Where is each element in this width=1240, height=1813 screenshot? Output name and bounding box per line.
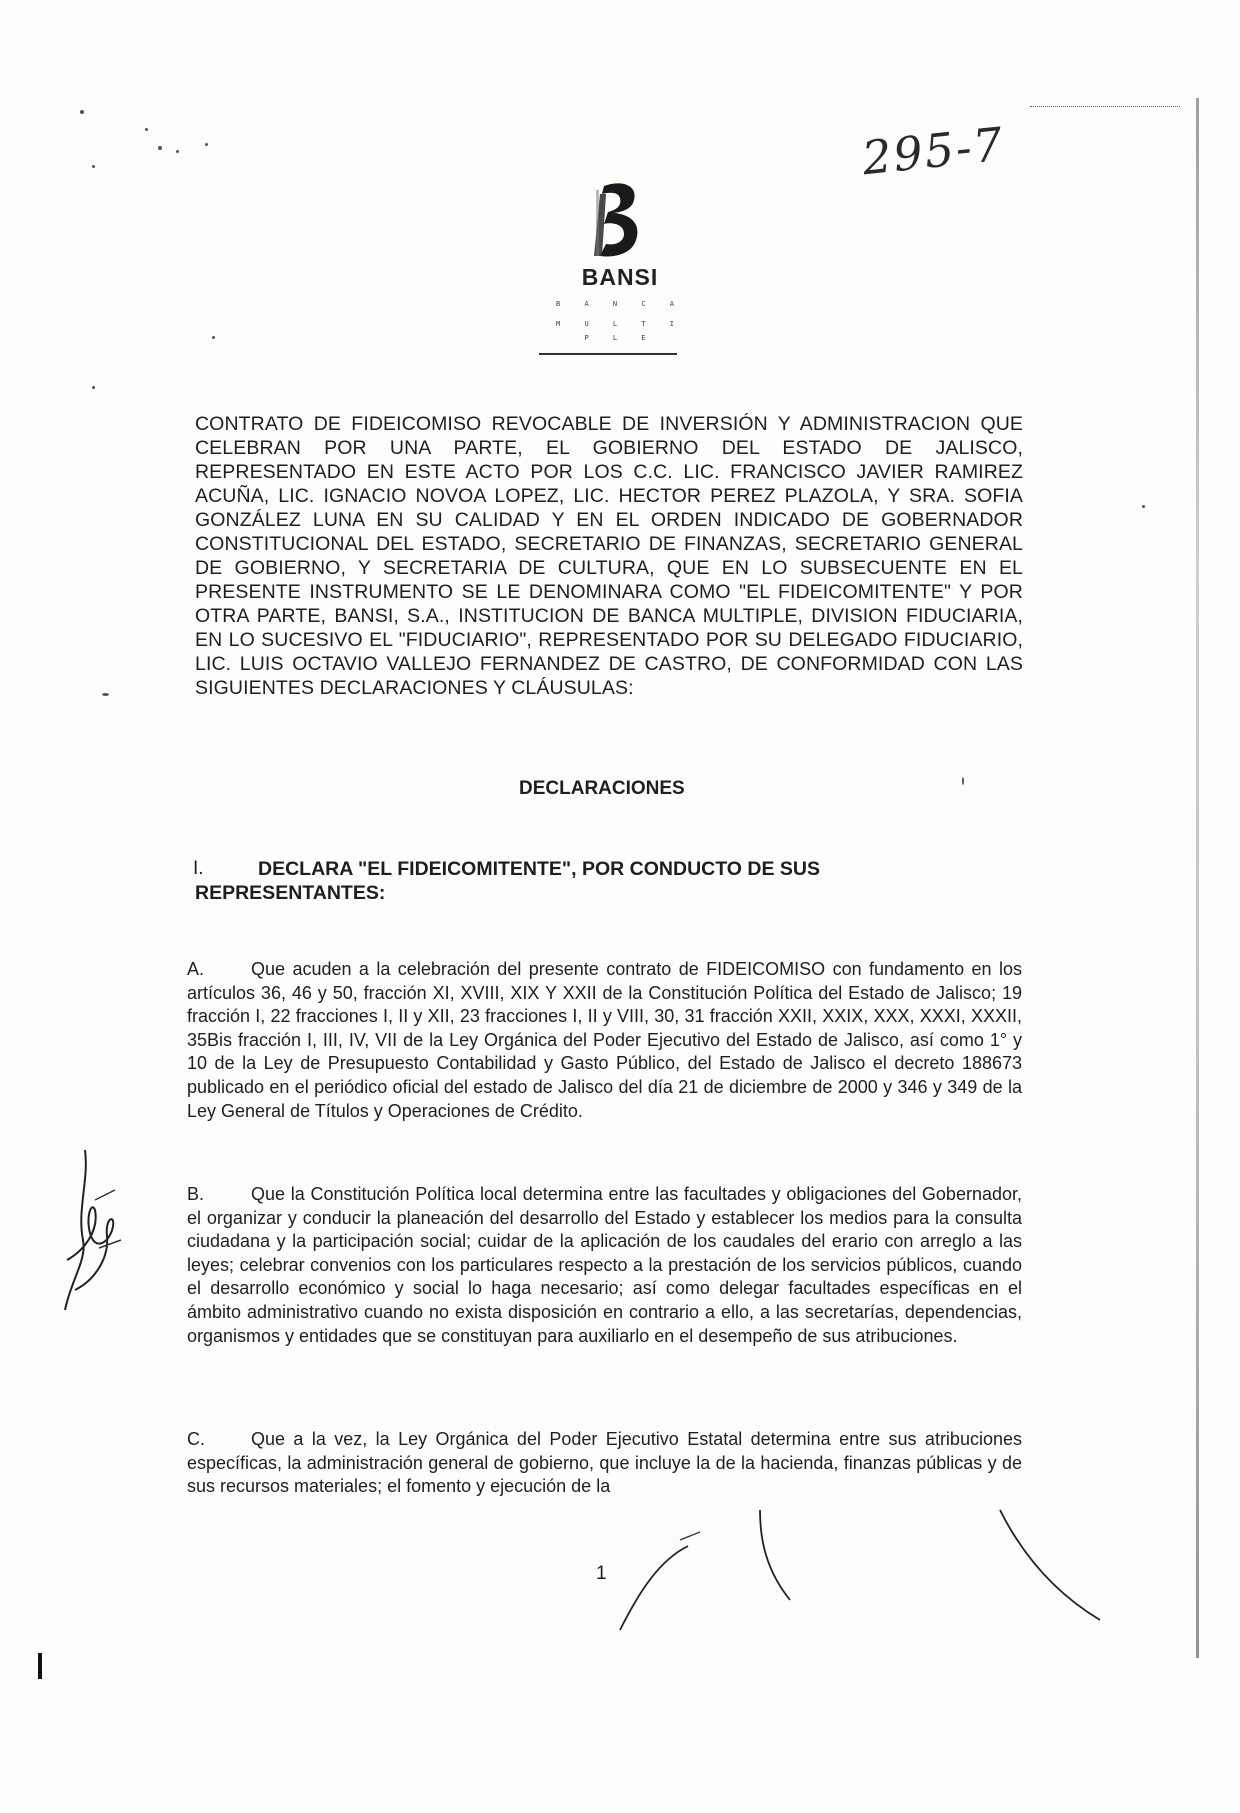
logo-subtitle-2: M U L T I P L E <box>556 320 684 342</box>
scan-speck <box>102 693 109 696</box>
page-number: 1 <box>596 1563 607 1584</box>
paragraph-text: Que acuden a la celebración del presente contrato de FIDEICOMISO con fundamento en los artículos 36, 46 y 50, fracción XI, XVIII, XIX Y XXII de la Constitución Política del Estado de Jalisco; 19 fracción I, 22 fracciones I, II y XII, 23 fracciones I, II y VIII, 30, 31 fracción XXII, XXIX, XXX, XXXI, XXXII, 35Bis fracción I, III, IV, VII de la Ley Orgánica del Poder Ejecutivo del Estado de Jalisco, así como 1° y 10 de la Ley de Presupuesto Contabilidad y Gasto Público, del Estado de Jalisco el decreto 188673 publicado en el periódico oficial del estado de Jalisco del día 21 de diciembre de 2000 y 346 y 349 de la Ley General de Títulos y Operaciones de Crédito. <box>187 959 1022 1121</box>
scan-speck <box>92 386 95 389</box>
scan-speck <box>145 128 148 131</box>
scan-speck <box>962 777 964 785</box>
section-title-line-2: REPRESENTANTES: <box>195 882 386 904</box>
scan-speck <box>158 146 162 150</box>
declaration-paragraph-c <box>187 1428 1022 1499</box>
logo-divider <box>539 353 677 355</box>
declaraciones-heading: DECLARACIONES <box>519 778 685 799</box>
scan-noise <box>1030 106 1180 111</box>
handwritten-reference: 295-7 <box>859 116 1008 186</box>
section-title-line-1: DECLARA "EL FIDEICOMITENTE", POR CONDUCTO DE SUS <box>258 858 820 880</box>
contract-title-paragraph: CONTRATO DE FIDEICOMISO REVOCABLE DE INVERSIÓN Y ADMINISTRACION QUE CELEBRAN POR UNA PARTE, EL GOBIERNO DEL ESTADO DE JALISCO, REPRESENTADO EN ESTE ACTO POR LOS C.C. LIC. FRANCISCO JAVIER RAMIREZ ACUÑA, LIC. IGNACIO NOVOA LOPEZ, LIC. HECTOR PEREZ PLAZOLA, Y SRA. SOFIA GONZÁLEZ LUNA EN SU CALIDAD Y EN EL ORDEN INDICADO DE GOBERNADOR CONSTITUCIONAL DEL ESTADO, SECRETARIO DE FINANZAS, SECRETARIO GENERAL DE GOBIERNO, Y SECRETARIA DE CULTURA, QUE EN LO SUBSECUENTE EN EL PRESENTE INSTRUMENTO SE LE DENOMINARA COMO "EL FIDEICOMITENTE" Y POR OTRA PARTE, BANSI, S.A., INSTITUCION DE BANCA MULTIPLE, DIVISION FIDUCIARIA, EN LO SUCESIVO EL "FIDUCIARIO", REPRESENTADO POR SU DELEGADO FIDUCIARIO, LIC. LUIS OCTAVIO VALLEJO FERNANDEZ DE CASTRO, DE CONFORMIDAD CON LAS SIGUIENTES DECLARACIONES Y CLÁUSULAS: <box>195 413 1023 699</box>
scan-speck <box>176 150 179 153</box>
bansi-logo-icon <box>590 180 650 262</box>
scan-speck <box>1142 505 1145 508</box>
margin-signature-icon <box>55 1140 135 1320</box>
bank-logo <box>555 180 685 345</box>
logo-name: BANSI <box>581 264 659 290</box>
paragraph-text: Que a la vez, la Ley Orgánica del Poder Ejecutivo Estatal determina entre sus atribuciones específicas, la administración general de gobierno, que incluye la de la hacienda, finanzas públicas y de sus recursos materiales; el fomento y ejecución de la <box>187 1429 1022 1497</box>
paragraph-letter: A. <box>187 959 205 979</box>
scan-speck <box>205 143 208 146</box>
section-title <box>195 857 898 905</box>
logo-subtitle-1: B A N C A <box>556 300 684 308</box>
declaration-paragraph-b <box>187 1183 1022 1348</box>
scan-edge-mark <box>38 1653 42 1679</box>
declaration-paragraph-a <box>187 958 1022 1123</box>
paragraph-letter: C. <box>187 1429 205 1449</box>
paragraph-text: Que la Constitución Política local determina entre las facultades y obligaciones del Gobernador, el organizar y conducir la planeación del desarrollo del Estado y establecer los medios para la consulta ciudadana y la participación social; cuidar de la aplicación de los caudales del erario con arreglo a las leyes; celebrar convenios con los particulares respecto a la prestación de los servicios públicos, cuando el desarrollo económico y social lo haga necesario; así como delegar facultades específicas en el ámbito administrativo cuando no exista disposición en contrario a ello, a las secretarías, dependencias, organismos y entidades que se constituyan para auxiliarlo en el desempeño de sus atribuciones. <box>187 1184 1022 1346</box>
footer-signature-icon <box>600 1490 1120 1650</box>
paragraph-letter: B. <box>187 1184 205 1204</box>
scan-speck <box>80 110 84 114</box>
scan-speck <box>92 165 95 168</box>
scan-speck <box>212 336 215 339</box>
scan-edge <box>1196 98 1199 1658</box>
section-number: I. <box>193 858 204 879</box>
